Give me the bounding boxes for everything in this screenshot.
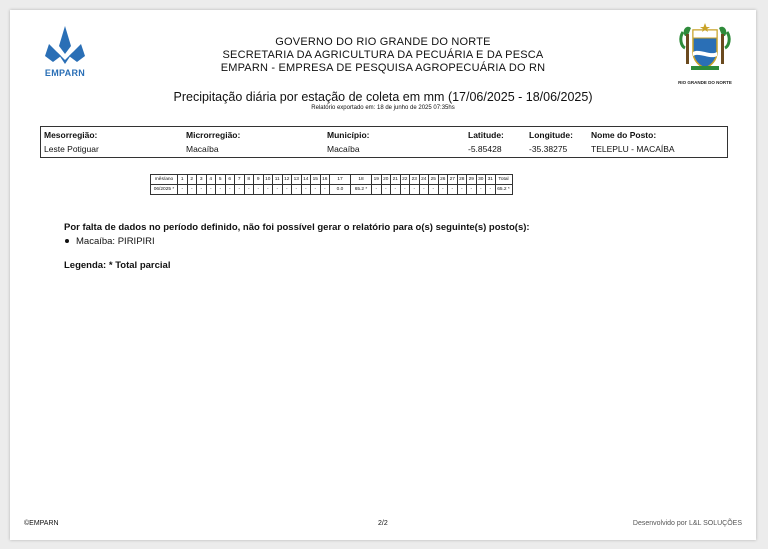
day-cell-15: -: [311, 185, 321, 195]
precipitation-table: [150, 174, 513, 195]
day-header-15: 15: [311, 175, 321, 185]
station-name-label: Nome do Posto:: [591, 130, 657, 140]
day-cell-9: -: [254, 185, 264, 195]
day-header-19: 19: [372, 175, 382, 185]
day-cell-31: -: [486, 185, 496, 195]
missing-data-message: Por falta de dados no período definido, não foi possível gerar o relatório para o(s) seguinte(s) posto(s):: [64, 222, 530, 233]
report-exported-date: Relatório exportado em: 18 de junho de 2025 07:35hs: [311, 105, 455, 111]
day-cell-3: -: [197, 185, 207, 195]
day-cell-1: -: [178, 185, 188, 195]
day-header-31: 31: [486, 175, 496, 185]
day-cell-21: -: [391, 185, 401, 195]
day-header-17: 17: [330, 175, 351, 185]
latitude-label: Latitude:: [468, 130, 504, 140]
day-cell-26: -: [438, 185, 448, 195]
day-cell-24: -: [419, 185, 429, 195]
table-header-row: [151, 175, 513, 185]
day-header-6: 6: [225, 175, 235, 185]
missing-station-text: Macaíba: PIRIPIRI: [76, 236, 155, 247]
day-cell-29: -: [467, 185, 477, 195]
footer-page-number: 2/2: [378, 520, 388, 527]
day-header-20: 20: [381, 175, 391, 185]
day-cell-28: -: [457, 185, 467, 195]
day-header-23: 23: [410, 175, 420, 185]
day-cell-6: -: [225, 185, 235, 195]
total-header: Total: [495, 175, 512, 185]
day-header-5: 5: [216, 175, 226, 185]
day-cell-14: -: [301, 185, 311, 195]
header-company: EMPARN - EMPRESA DE PESQUISA AGROPECUÁRIA DO RN: [220, 62, 546, 74]
station-name-value: TELEPLU - MACAÍBA: [591, 144, 675, 154]
report-page: [10, 10, 756, 540]
legend: Legenda: * Total parcial: [64, 260, 171, 271]
day-cell-8: -: [244, 185, 254, 195]
latitude-value: -5.85428: [468, 144, 502, 154]
table-row: [151, 185, 513, 195]
day-header-10: 10: [263, 175, 273, 185]
missing-station-item: [64, 236, 155, 247]
header-government: GOVERNO DO RIO GRANDE DO NORTE: [275, 36, 491, 48]
day-header-24: 24: [419, 175, 429, 185]
day-header-12: 12: [282, 175, 292, 185]
microregion-label: Microrregião:: [186, 130, 241, 140]
day-header-3: 3: [197, 175, 207, 185]
longitude-value: -35.38275: [529, 144, 568, 154]
bullet-icon: [65, 239, 69, 243]
day-cell-17: 0.0: [330, 185, 351, 195]
mesoregion-value: Leste Potiguar: [44, 144, 99, 154]
footer-copyright: ©EMPARN: [24, 520, 59, 527]
day-header-9: 9: [254, 175, 264, 185]
header-secretariat: SECRETARIA DA AGRICULTURA DA PECUÁRIA E DA PESCA: [222, 49, 544, 61]
day-header-7: 7: [235, 175, 245, 185]
day-cell-13: -: [292, 185, 302, 195]
day-cell-23: -: [410, 185, 420, 195]
day-header-16: 16: [320, 175, 330, 185]
municipality-label: Município:: [327, 130, 370, 140]
month-year-header: mês/ano: [151, 175, 178, 185]
day-cell-18: 65.2 *: [351, 185, 372, 195]
day-cell-11: -: [273, 185, 283, 195]
day-header-22: 22: [400, 175, 410, 185]
day-cell-16: -: [320, 185, 330, 195]
day-header-18: 18: [351, 175, 372, 185]
day-header-28: 28: [457, 175, 467, 185]
report-title: Precipitação diária por estação de coleta em mm (17/06/2025 - 18/06/2025): [173, 90, 593, 104]
day-cell-2: -: [187, 185, 197, 195]
station-info-box: [40, 126, 728, 158]
day-header-1: 1: [178, 175, 188, 185]
day-cell-4: -: [206, 185, 216, 195]
municipality-value: Macaíba: [327, 144, 360, 154]
day-cell-30: -: [476, 185, 486, 195]
day-header-8: 8: [244, 175, 254, 185]
day-header-14: 14: [301, 175, 311, 185]
day-header-27: 27: [448, 175, 458, 185]
day-header-13: 13: [292, 175, 302, 185]
total-cell: 65.2 *: [495, 185, 512, 195]
day-header-29: 29: [467, 175, 477, 185]
day-header-4: 4: [206, 175, 216, 185]
day-cell-25: -: [429, 185, 439, 195]
day-cell-19: -: [372, 185, 382, 195]
day-cell-12: -: [282, 185, 292, 195]
day-cell-5: -: [216, 185, 226, 195]
day-header-26: 26: [438, 175, 448, 185]
month-year-cell: 06/2025 *: [151, 185, 178, 195]
day-header-30: 30: [476, 175, 486, 185]
coat-of-arms-text: RIO GRANDE DO NORTE: [678, 80, 732, 85]
day-cell-7: -: [235, 185, 245, 195]
microregion-value: Macaíba: [186, 144, 219, 154]
day-cell-27: -: [448, 185, 458, 195]
day-cell-22: -: [400, 185, 410, 195]
longitude-label: Longitude:: [529, 130, 573, 140]
day-header-11: 11: [273, 175, 283, 185]
mesoregion-label: Mesorregião:: [44, 130, 98, 140]
day-cell-20: -: [381, 185, 391, 195]
day-header-21: 21: [391, 175, 401, 185]
emparn-logo-text: EMPARN: [44, 68, 86, 78]
day-cell-10: -: [263, 185, 273, 195]
header: [10, 36, 756, 75]
day-header-25: 25: [429, 175, 439, 185]
footer-developer: Desenvolvido por L&L SOLUÇÕES: [632, 520, 742, 527]
day-header-2: 2: [187, 175, 197, 185]
